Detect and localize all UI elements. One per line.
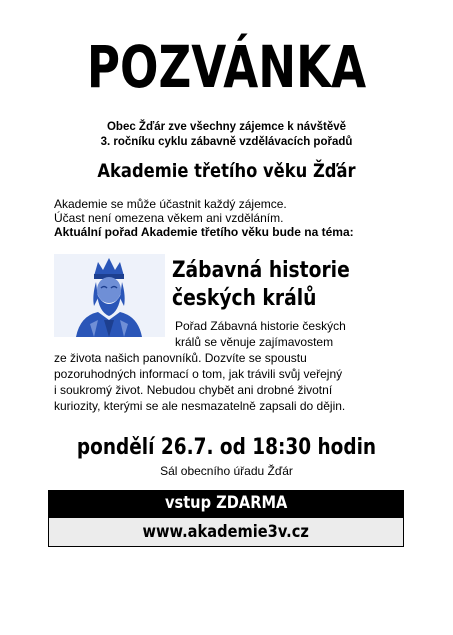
- academy-name: Akademie třetího věku Žďár: [97, 160, 356, 182]
- organizer-line-2: 3. ročníku cyklu zábavně vzdělávacích pořadů: [100, 136, 353, 148]
- website-link[interactable]: www.akademie3v.cz: [142, 522, 310, 542]
- topic-line-2: českých králů: [172, 286, 317, 311]
- intro-line-3: Aktuální pořad Akademie třetího věku bude na téma:: [54, 225, 354, 239]
- event-venue: Sál obecního úřadu Žďár: [160, 464, 293, 478]
- description-bottom: [54, 350, 414, 414]
- intro-text: [54, 197, 434, 239]
- description-line-2: králů se věnuje zajímavostem: [175, 335, 334, 349]
- description-line-4: pozoruhodných informací o tom, jak trávili svůj veřejný: [54, 367, 343, 381]
- description-line-3: ze života našich panovníků. Dozvíte se spoustu: [54, 351, 307, 365]
- organizer-text: [0, 120, 453, 150]
- event-date-time: pondělí 26.7. od 18:30 hodin: [76, 435, 377, 460]
- description-line-6: kuriozity, kterými se ale nesmazatelně zapsali do dějin.: [54, 399, 346, 413]
- description-top: [175, 318, 415, 350]
- description-line-5: i soukromý život. Nebudou chybět ani drobné životní: [54, 383, 333, 397]
- topic-title: [172, 257, 350, 313]
- intro-line-1: Akademie se může účastnit každý zájemce.: [54, 197, 287, 211]
- free-entry-label: vstup ZDARMA: [164, 493, 288, 513]
- free-entry-banner: [48, 490, 404, 517]
- organizer-line-1: Obec Žďár zve všechny zájemce k návštěvě: [106, 121, 347, 133]
- website-box: [48, 517, 404, 547]
- topic-line-1: Zábavná historie: [172, 258, 350, 283]
- description-line-1: Pořad Zábavná historie českých: [175, 319, 346, 333]
- invitation-title: POZVÁNKA: [86, 33, 367, 101]
- king-portrait-icon: [54, 254, 165, 337]
- intro-line-2: Účast není omezena věkem ani vzděláním.: [54, 211, 284, 225]
